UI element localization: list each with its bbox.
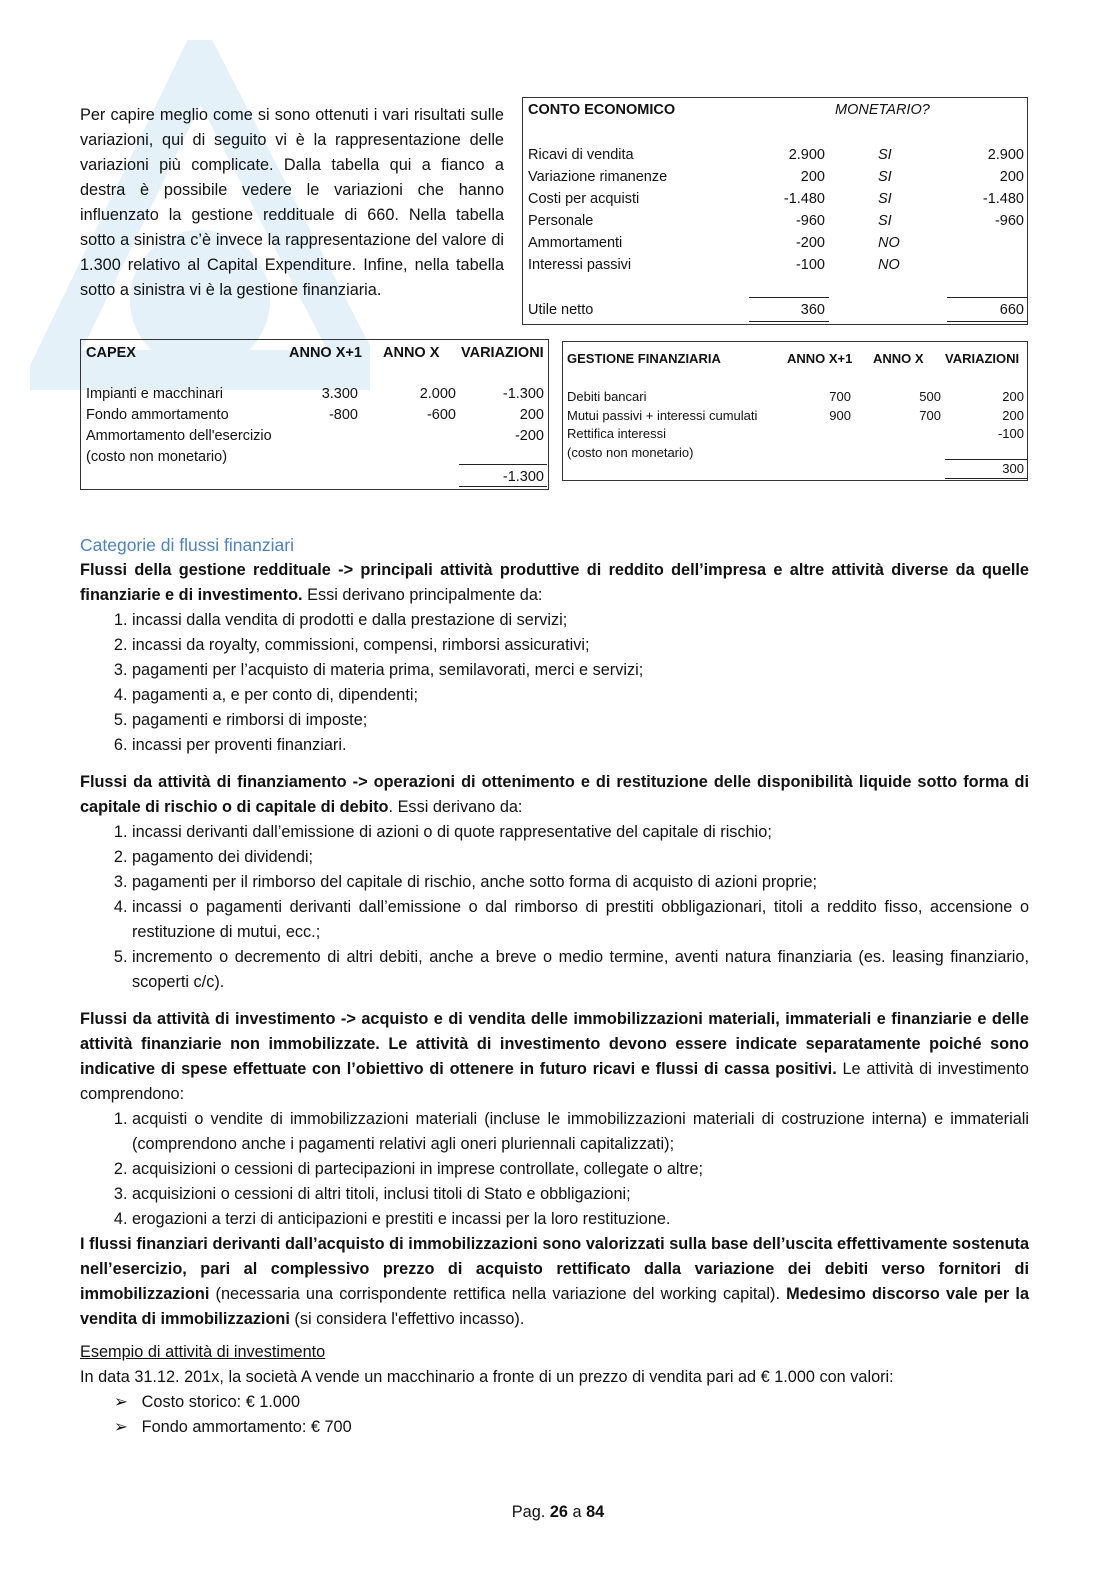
reddituale-list — [80, 608, 1029, 758]
row-label: (costo non monetario) — [86, 449, 228, 465]
row-anno-x1: -800 — [328, 407, 358, 423]
conto-economico-table — [522, 97, 1028, 325]
row-anno-x1: 700 — [829, 389, 851, 404]
table-title: CONTO ECONOMICO — [528, 102, 676, 118]
investimento-paragraph — [80, 1007, 1029, 1107]
col-header: VARIAZIONI — [945, 351, 1020, 366]
investimento-list — [80, 1107, 1029, 1232]
row-label: (costo non monetario) — [567, 444, 694, 460]
row-value: -200 — [795, 235, 825, 251]
row-variazione: 200 — [519, 407, 544, 423]
list-item: 2. pagamento dei dividendi; — [132, 845, 1029, 870]
finanziamento-bold: Flussi da attività di finanziamento -> operazioni di ottenimento e di restituzione delle disponibilità liquide sotto forma di capitale di rischio o di capitale di debito — [80, 773, 1029, 816]
row-anno-x1: 3.300 — [321, 386, 358, 402]
row-value: 200 — [800, 169, 825, 185]
valorizzazione-bold-2: Medesimo discorso vale per la vendita di immobilizzazioni — [80, 1285, 1029, 1328]
list-item: ➢ Fondo ammortamento: € 700 — [114, 1415, 1029, 1440]
reddituale-paragraph — [80, 558, 1029, 608]
row-monetario: NO — [878, 235, 900, 251]
row-result: 200 — [999, 169, 1024, 185]
list-item: 5. pagamenti e rimborsi di imposte; — [132, 708, 1029, 733]
row-anno-x: 700 — [919, 407, 941, 423]
total-value: 360 — [800, 302, 825, 318]
list-item: 2. acquisizioni o cessioni di partecipazioni in imprese controllate, collegate o altre; — [132, 1157, 1029, 1182]
reddituale-rest: Essi derivano principalmente da: — [302, 586, 543, 604]
list-item: 4. erogazioni a terzi di anticipazioni e prestiti e incassi per la loro restituzione. — [132, 1207, 1029, 1232]
valorizzazione-rest-2: (si considera l'effettivo incasso). — [289, 1310, 525, 1328]
row-value: 2.900 — [788, 147, 825, 163]
row-label: Impianti e macchinari — [86, 386, 223, 402]
row-label: Ammortamenti — [528, 235, 623, 251]
list-item: 1. acquisti o vendite di immobilizzazioni materiali (incluse le immobilizzazioni materiali di costruzione interna) e immateriali (comprendono anche i pagamenti relativi agli oneri pluriennali capitalizzati); — [132, 1107, 1029, 1157]
investimento-bold: Flussi da attività di investimento -> acquisto e di vendita delle immobilizzazioni materiali, immateriali e finanziarie e delle attività finanziarie non immobilizzate. Le attività di investimento devono essere indicate separatamente poiché sono indicative di spese effettuate con l’obiettivo di ottenere in futuro ricavi e flussi di cassa positivi. — [80, 1010, 1029, 1078]
row-anno-x: 500 — [919, 389, 941, 404]
row-anno-x: -600 — [426, 407, 456, 423]
col-header: VARIAZIONI — [461, 345, 544, 361]
row-label: Mutui passivi + interessi cumulati — [567, 407, 758, 423]
esempio-list — [80, 1390, 1029, 1440]
col-header: ANNO X+1 — [787, 351, 853, 366]
row-label: Debiti bancari — [567, 389, 647, 404]
row-monetario: SI — [878, 191, 892, 207]
list-item: 3. pagamenti per l’acquisto di materia prima, semilavorati, merci e servizi; — [132, 658, 1029, 683]
finanziamento-list — [80, 820, 1029, 995]
total-result: 660 — [999, 302, 1024, 318]
row-result: -1.480 — [982, 191, 1024, 207]
row-label: Personale — [528, 213, 594, 229]
row-variazione: -100 — [997, 426, 1024, 441]
gestione-finanziaria-table — [562, 341, 1028, 481]
row-variazione: -200 — [514, 428, 544, 444]
row-result: -960 — [994, 213, 1024, 229]
row-variazione: 200 — [1002, 389, 1024, 404]
row-variazione: -1.300 — [502, 386, 544, 402]
total-pages: 84 — [586, 1503, 605, 1521]
monetario-header: MONETARIO? — [835, 102, 930, 118]
col-header: ANNO X — [873, 351, 924, 366]
list-item: 3. pagamenti per il rimborso del capitale di rischio, anche sotto forma di acquisto di azioni proprie; — [132, 870, 1029, 895]
row-monetario: NO — [878, 257, 900, 273]
list-item: ➢ Costo storico: € 1.000 — [114, 1390, 1029, 1415]
valorizzazione-rest: (necessaria una corrispondente rettifica nella variazione del working capital). — [209, 1285, 787, 1303]
row-label: Interessi passivi — [528, 257, 632, 273]
gf-total: 300 — [1002, 461, 1024, 476]
row-result: 2.900 — [987, 147, 1024, 163]
list-item: 4. pagamenti a, e per conto di, dipendenti; — [132, 683, 1029, 708]
row-label: Fondo ammortamento — [86, 407, 229, 423]
section-title: Categorie di flussi finanziari — [80, 535, 294, 555]
list-item: 3. acquisizioni o cessioni di altri titoli, inclusi titoli di Stato e obbligazioni; — [132, 1182, 1029, 1207]
table-title: GESTIONE FINANZIARIA — [567, 351, 721, 366]
finanziamento-paragraph — [80, 770, 1029, 820]
capex-total: -1.300 — [502, 469, 544, 485]
col-header: ANNO X+1 — [289, 345, 362, 361]
valorizzazione-bold: I flussi finanziari derivanti dall’acquisto di immobilizzazioni sono valorizzati sulla base dell’uscita effettivamente sostenuta nell’esercizio, pari al complessivo prezzo di acquisto rettificato dalla variazione dei debiti verso fornitori di immobilizzazioni — [80, 1235, 1029, 1303]
esempio-title: Esempio di attività di investimento — [80, 1343, 326, 1361]
row-variazione: 200 — [1002, 407, 1024, 423]
row-value: -1.480 — [783, 191, 825, 207]
table-title: CAPEX — [86, 345, 136, 361]
row-label: Costi per acquisti — [528, 191, 640, 207]
intro-paragraph: Per capire meglio come si sono ottenuti i vari risultati sulle variazioni, qui di seguito vi è la rappresentazione delle variazioni più complicate. Dalla tabella qui a fianco a destra è possibile vedere le variazioni che hanno influenzato la gestione reddituale di 660. Nella tabella sotto a sinistra c’è invece la rappresentazione del valore di 1.300 relativo al Capital Expenditure. Infine, nella tabella sotto a sinistra vi è la gestione finanziaria. — [80, 106, 504, 299]
reddituale-bold: Flussi della gestione reddituale -> principali attività produttive di reddito dell’impresa e altre attività diverse da quelle finanziarie e di investimento. — [80, 561, 1029, 604]
list-item: 5. incremento o decremento di altri debiti, anche a breve o medio termine, aventi natura finanziaria (es. leasing finanziario, scoperti c/c). — [132, 945, 1029, 995]
row-anno-x1: 900 — [829, 407, 851, 423]
row-label: Ricavi di vendita — [528, 147, 634, 163]
page-footer — [0, 1503, 1116, 1522]
list-item: 6. incassi per proventi finanziari. — [132, 733, 1029, 758]
current-page: 26 — [549, 1503, 568, 1521]
list-item: 2. incassi da royalty, commissioni, compensi, rimborsi assicurativi; — [132, 633, 1029, 658]
main-content — [80, 533, 1029, 1440]
row-monetario: SI — [878, 169, 892, 185]
row-value: -960 — [795, 213, 825, 229]
total-label: Utile netto — [528, 302, 594, 318]
list-item: 1. incassi dalla vendita di prodotti e dalla prestazione di servizi; — [132, 608, 1029, 633]
row-monetario: SI — [878, 147, 892, 163]
valorizzazione-paragraph — [80, 1232, 1029, 1332]
list-item: 1. incassi derivanti dall’emissione di azioni o di quote rappresentative del capitale di rischio; — [132, 820, 1029, 845]
row-monetario: SI — [878, 213, 892, 229]
finanziamento-rest: . Essi derivano da: — [388, 798, 523, 816]
row-label: Variazione rimanenze — [528, 169, 668, 185]
list-item: 4. incassi o pagamenti derivanti dall’emissione o dal rimborso di prestiti obbligazionari, titoli a reddito fisso, accensione o restituzione di mutui, ecc.; — [132, 895, 1029, 945]
row-anno-x: 2.000 — [419, 386, 456, 402]
row-value: -100 — [795, 257, 825, 273]
investimento-rest: Le attività di investimento comprendono: — [80, 1060, 1029, 1103]
footer-sep: a — [567, 1503, 587, 1521]
esempio-text: In data 31.12. 201x, la società A vende un macchinario a fronte di un prezzo di vendita pari ad € 1.000 con valori: — [80, 1368, 894, 1386]
row-label: Rettifica interessi — [567, 426, 666, 441]
row-label: Ammortamento dell'esercizio — [86, 428, 272, 444]
capex-table — [80, 339, 549, 490]
footer-prefix: Pag. — [511, 1503, 550, 1521]
col-header: ANNO X — [383, 345, 440, 361]
